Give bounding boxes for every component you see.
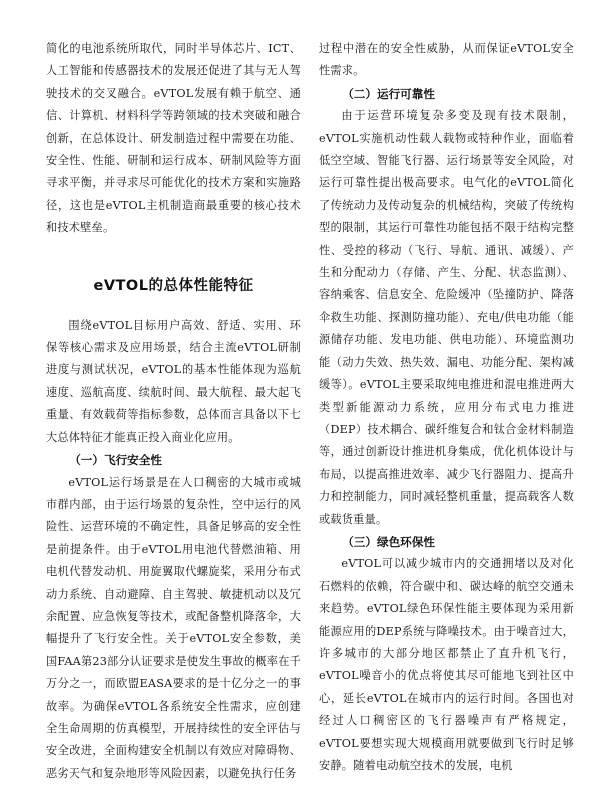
intro-paragraph: 简化的电池系统所取代，同时半导体芯片、ICT、人工智能和传感器技术的发展还促进了其与无人驾驶技术的交叉融合。eVTOL发展有赖于航空、通信、计算机、材料科学等跨领域的技术突破和融合创新，在总体设计、研发制造过程中需要在功能、安全性、性能、研制和运行成本、研制风险等方面寻求平衡，并寻求尽可能优化的技术方案和实施路径，这也是eVTOL主机制造商最重要的核心技术和技术壁垒。 — [46, 42, 301, 235]
subsection-title-green: （三）绿色环保性 — [342, 534, 435, 549]
left-column — [46, 38, 301, 806]
overview-paragraph: 围绕eVTOL目标用户高效、舒适、实用、环保等核心需求及应用场景，结合主流eVTOL研制进度与测试状况，eVTOL的基本性能体现为巡航速度、巡航高度、续航时间、最大航程、最大起飞重量、有效载荷等指标参数，总体而言具备以下七大总体特征才能真正投入商业化应用。 — [46, 318, 301, 444]
section-title: eVTOL的总体性能特征 — [93, 277, 254, 294]
subsection-title-safety: （一）飞行安全性 — [69, 453, 162, 468]
green-paragraph: eVTOL可以减少城市内的交通拥堵以及对化石燃料的依赖，符合碳中和、碳达峰的航空交通未来趋势。eVTOL绿色环保性能主要体现为采用新能源应用的DEP系统与降噪技术。由于噪音过大，许多城市的大部分地区都禁止了直升机飞行，eVTOL噪音小的优点将使其尽可能地飞到社区中心，延长eVTOL在城市内的运行时间。各国也对经过人口稠密区的飞行器噪声有严格规定，eVTOL要想实现大规模商用就要做到飞行时足够安静。随着电动航空技术的发展，电机 — [319, 557, 574, 772]
safety-paragraph: eVTOL运行场景是在人口稠密的大城市或城市群内部，由于运行场景的复杂性，空中运行的风险性、运营环境的不确定性，具备足够高的安全性是前提条件。由于eVTOL用电池代替燃油箱、用电机代替发动机、用旋翼取代螺旋桨，采用分布式动力系统、自动避障、自主驾驶、敏捷机动以及冗余配置、应急恢复等技术，或配备整机降落伞，大幅提升了飞行安全性。关于eVTOL安全参数，美国FAA第23部分认证要求是使发生事故的概率在千万分之一，而欧盟EASA要求的是十亿分之一的事故率。为确保eVTOL各系统安全性需求，应创建全生命周期的仿真模型，开展持续性的安全评估与安全改进，全面构建安全机制以有效应对障碍物、恶劣天气和复杂地形等风险因素，以避免执行任务 — [46, 475, 301, 780]
safety-paragraph-continued: 过程中潜在的安全性威胁，从而保证eVTOL安全性需求。 — [319, 42, 574, 78]
subsection-title-reliability: （二）运行可靠性 — [342, 86, 435, 101]
right-column — [319, 38, 574, 806]
reliability-paragraph: 由于运营环境复杂多变及现有技术限制，eVTOL实施机动性载人载物或特种作业，面临着低空空域、智能飞行器、运行场景等安全风险，对运行可靠性提出极高要求。电气化的eVTOL简化了传统动力及传动复杂的机械结构，突破了传统构型的限制，其运行可靠性功能包括不限于结构完整性、受控的移动（飞行、导航、通讯、减缓）、产生和分配动力（存储、产生、分配、状态监测）、容纳乘客、信息安全、危险缓冲（坠撞防护、降落伞救生功能、探测防撞功能）、充电/供电功能（能源储存功能、发电功能、供电功能）、环境监测功能（动力失效、热失效、漏电、功能分配、架构减缓等）。eVTOL主要采取纯电推进和混电推进两大类型新能源动力系统，应用分布式电力推进（DEP）技术耦合、碳纤维复合和钛合金材料制造等，通过创新设计推进机身集成，优化机体设计与布局，以提高推进效率、减少飞行器阻力、提高升力和控制能力，同时减轻整机重量，提高载客人数或载货重量。 — [319, 109, 574, 526]
